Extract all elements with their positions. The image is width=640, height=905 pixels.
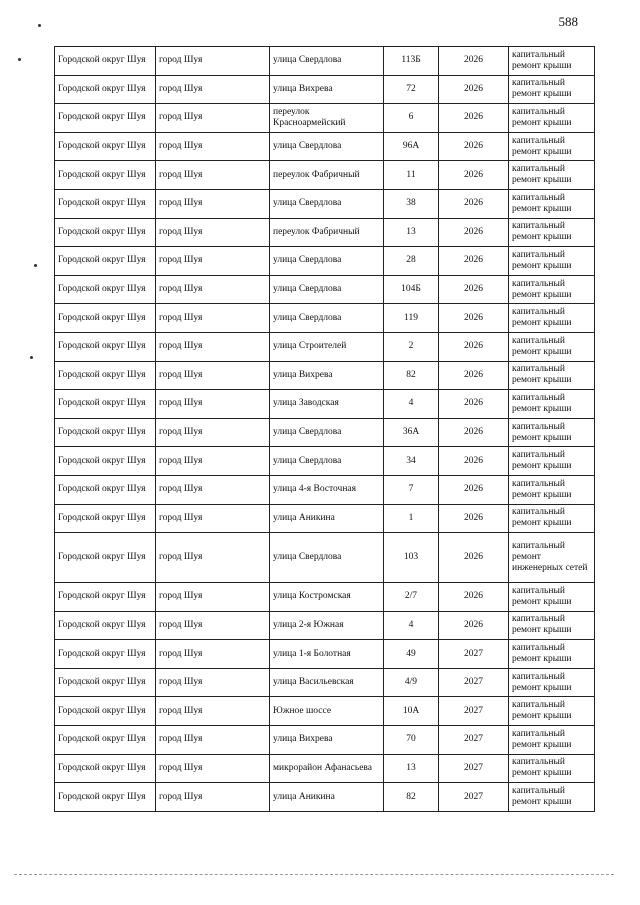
street-cell: улица 1-я Болотная <box>270 640 384 669</box>
house-number-cell: 10А <box>384 697 439 726</box>
district-cell: Городской округ Шуя <box>55 75 156 104</box>
house-number-cell: 6 <box>384 104 439 133</box>
district-cell: Городской округ Шуя <box>55 583 156 612</box>
district-cell: Городской округ Шуя <box>55 697 156 726</box>
work-type-cell: капитальный ремонт крыши <box>509 726 595 755</box>
city-cell: город Шуя <box>156 275 270 304</box>
street-cell: улица Вихрева <box>270 361 384 390</box>
year-cell: 2026 <box>439 304 509 333</box>
table-row <box>55 783 595 812</box>
house-number-cell: 38 <box>384 189 439 218</box>
city-cell: город Шуя <box>156 783 270 812</box>
house-number-cell: 82 <box>384 783 439 812</box>
year-cell: 2026 <box>439 132 509 161</box>
street-cell: улица Свердлова <box>270 247 384 276</box>
work-type-cell: капитальный ремонт крыши <box>509 218 595 247</box>
year-cell: 2027 <box>439 640 509 669</box>
year-cell: 2026 <box>439 275 509 304</box>
street-cell: Южное шоссе <box>270 697 384 726</box>
table-row <box>55 390 595 419</box>
city-cell: город Шуя <box>156 161 270 190</box>
year-cell: 2026 <box>439 189 509 218</box>
city-cell: город Шуя <box>156 504 270 533</box>
scan-dot <box>30 356 33 359</box>
district-cell: Городской округ Шуя <box>55 104 156 133</box>
street-cell: улица Свердлова <box>270 418 384 447</box>
table-row <box>55 504 595 533</box>
housing-repair-table <box>54 46 595 812</box>
city-cell: город Шуя <box>156 189 270 218</box>
table-row <box>55 640 595 669</box>
year-cell: 2026 <box>439 361 509 390</box>
house-number-cell: 4 <box>384 611 439 640</box>
work-type-cell: капитальный ремонт крыши <box>509 189 595 218</box>
table-row <box>55 418 595 447</box>
house-number-cell: 28 <box>384 247 439 276</box>
house-number-cell: 2 <box>384 332 439 361</box>
work-type-cell: капитальный ремонт крыши <box>509 361 595 390</box>
district-cell: Городской округ Шуя <box>55 390 156 419</box>
house-number-cell: 13 <box>384 218 439 247</box>
table-row <box>55 247 595 276</box>
street-cell: переулок Фабричный <box>270 218 384 247</box>
work-type-cell: капитальный ремонт инженерных сетей <box>509 533 595 583</box>
street-cell: улица Свердлова <box>270 275 384 304</box>
work-type-cell: капитальный ремонт крыши <box>509 583 595 612</box>
district-cell: Городской округ Шуя <box>55 304 156 333</box>
table-row <box>55 361 595 390</box>
city-cell: город Шуя <box>156 754 270 783</box>
city-cell: город Шуя <box>156 640 270 669</box>
year-cell: 2027 <box>439 726 509 755</box>
scan-dot <box>38 24 41 27</box>
street-cell: микрорайон Афанасьева <box>270 754 384 783</box>
house-number-cell: 11 <box>384 161 439 190</box>
city-cell: город Шуя <box>156 447 270 476</box>
year-cell: 2026 <box>439 611 509 640</box>
district-cell: Городской округ Шуя <box>55 332 156 361</box>
city-cell: город Шуя <box>156 132 270 161</box>
table-body <box>55 47 595 812</box>
work-type-cell: капитальный ремонт крыши <box>509 697 595 726</box>
district-cell: Городской округ Шуя <box>55 783 156 812</box>
city-cell: город Шуя <box>156 475 270 504</box>
work-type-cell: капитальный ремонт крыши <box>509 418 595 447</box>
city-cell: город Шуя <box>156 668 270 697</box>
work-type-cell: капитальный ремонт крыши <box>509 132 595 161</box>
year-cell: 2026 <box>439 332 509 361</box>
work-type-cell: капитальный ремонт крыши <box>509 390 595 419</box>
district-cell: Городской округ Шуя <box>55 132 156 161</box>
house-number-cell: 4 <box>384 390 439 419</box>
district-cell: Городской округ Шуя <box>55 668 156 697</box>
district-cell: Городской округ Шуя <box>55 475 156 504</box>
city-cell: город Шуя <box>156 583 270 612</box>
work-type-cell: капитальный ремонт крыши <box>509 247 595 276</box>
house-number-cell: 113Б <box>384 47 439 76</box>
table-row <box>55 726 595 755</box>
table-row <box>55 161 595 190</box>
work-type-cell: капитальный ремонт крыши <box>509 447 595 476</box>
table-row <box>55 304 595 333</box>
street-cell: улица Строителей <box>270 332 384 361</box>
year-cell: 2027 <box>439 697 509 726</box>
work-type-cell: капитальный ремонт крыши <box>509 332 595 361</box>
street-cell: улица Вихрева <box>270 726 384 755</box>
house-number-cell: 36А <box>384 418 439 447</box>
house-number-cell: 2/7 <box>384 583 439 612</box>
year-cell: 2026 <box>439 583 509 612</box>
year-cell: 2026 <box>439 533 509 583</box>
street-cell: улица Свердлова <box>270 132 384 161</box>
table-row <box>55 218 595 247</box>
city-cell: город Шуя <box>156 611 270 640</box>
table-row <box>55 189 595 218</box>
table-row <box>55 533 595 583</box>
house-number-cell: 7 <box>384 475 439 504</box>
work-type-cell: капитальный ремонт крыши <box>509 161 595 190</box>
table-row <box>55 75 595 104</box>
work-type-cell: капитальный ремонт крыши <box>509 47 595 76</box>
district-cell: Городской округ Шуя <box>55 275 156 304</box>
year-cell: 2027 <box>439 668 509 697</box>
house-number-cell: 104Б <box>384 275 439 304</box>
table-row <box>55 275 595 304</box>
table-row <box>55 132 595 161</box>
house-number-cell: 34 <box>384 447 439 476</box>
work-type-cell: капитальный ремонт крыши <box>509 611 595 640</box>
table-row <box>55 611 595 640</box>
house-number-cell: 72 <box>384 75 439 104</box>
district-cell: Городской округ Шуя <box>55 533 156 583</box>
street-cell: улица 4-я Восточная <box>270 475 384 504</box>
work-type-cell: капитальный ремонт крыши <box>509 104 595 133</box>
house-number-cell: 1 <box>384 504 439 533</box>
year-cell: 2027 <box>439 783 509 812</box>
district-cell: Городской округ Шуя <box>55 247 156 276</box>
street-cell: переулок Красноармейский <box>270 104 384 133</box>
street-cell: улица Свердлова <box>270 47 384 76</box>
scan-artifact-line <box>14 874 614 875</box>
district-cell: Городской округ Шуя <box>55 189 156 218</box>
work-type-cell: капитальный ремонт крыши <box>509 504 595 533</box>
table-row <box>55 332 595 361</box>
work-type-cell: капитальный ремонт крыши <box>509 640 595 669</box>
district-cell: Городской округ Шуя <box>55 218 156 247</box>
work-type-cell: капитальный ремонт крыши <box>509 275 595 304</box>
street-cell: улица Вихрева <box>270 75 384 104</box>
district-cell: Городской округ Шуя <box>55 47 156 76</box>
district-cell: Городской округ Шуя <box>55 447 156 476</box>
city-cell: город Шуя <box>156 361 270 390</box>
district-cell: Городской округ Шуя <box>55 361 156 390</box>
work-type-cell: капитальный ремонт крыши <box>509 75 595 104</box>
city-cell: город Шуя <box>156 390 270 419</box>
house-number-cell: 49 <box>384 640 439 669</box>
year-cell: 2026 <box>439 75 509 104</box>
work-type-cell: капитальный ремонт крыши <box>509 783 595 812</box>
year-cell: 2026 <box>439 475 509 504</box>
street-cell: улица Аникина <box>270 783 384 812</box>
scan-dot <box>18 58 21 61</box>
district-cell: Городской округ Шуя <box>55 726 156 755</box>
year-cell: 2026 <box>439 418 509 447</box>
city-cell: город Шуя <box>156 218 270 247</box>
street-cell: улица Свердлова <box>270 189 384 218</box>
table-row <box>55 104 595 133</box>
table-row <box>55 47 595 76</box>
city-cell: город Шуя <box>156 75 270 104</box>
street-cell: переулок Фабричный <box>270 161 384 190</box>
table-row <box>55 754 595 783</box>
district-cell: Городской округ Шуя <box>55 754 156 783</box>
district-cell: Городской округ Шуя <box>55 504 156 533</box>
city-cell: город Шуя <box>156 332 270 361</box>
year-cell: 2027 <box>439 754 509 783</box>
house-number-cell: 119 <box>384 304 439 333</box>
house-number-cell: 70 <box>384 726 439 755</box>
city-cell: город Шуя <box>156 304 270 333</box>
street-cell: улица Свердлова <box>270 447 384 476</box>
district-cell: Городской округ Шуя <box>55 418 156 447</box>
street-cell: улица 2-я Южная <box>270 611 384 640</box>
work-type-cell: капитальный ремонт крыши <box>509 304 595 333</box>
street-cell: улица Заводская <box>270 390 384 419</box>
city-cell: город Шуя <box>156 726 270 755</box>
year-cell: 2026 <box>439 104 509 133</box>
table-row <box>55 583 595 612</box>
work-type-cell: капитальный ремонт крыши <box>509 475 595 504</box>
year-cell: 2026 <box>439 390 509 419</box>
year-cell: 2026 <box>439 247 509 276</box>
work-type-cell: капитальный ремонт крыши <box>509 754 595 783</box>
year-cell: 2026 <box>439 161 509 190</box>
city-cell: город Шуя <box>156 418 270 447</box>
street-cell: улица Костромская <box>270 583 384 612</box>
year-cell: 2026 <box>439 47 509 76</box>
city-cell: город Шуя <box>156 47 270 76</box>
year-cell: 2026 <box>439 504 509 533</box>
house-number-cell: 82 <box>384 361 439 390</box>
city-cell: город Шуя <box>156 247 270 276</box>
city-cell: город Шуя <box>156 104 270 133</box>
house-number-cell: 96А <box>384 132 439 161</box>
district-cell: Городской округ Шуя <box>55 161 156 190</box>
work-type-cell: капитальный ремонт крыши <box>509 668 595 697</box>
street-cell: улица Свердлова <box>270 304 384 333</box>
table-row <box>55 447 595 476</box>
street-cell: улица Васильевская <box>270 668 384 697</box>
city-cell: город Шуя <box>156 697 270 726</box>
district-cell: Городской округ Шуя <box>55 611 156 640</box>
year-cell: 2026 <box>439 447 509 476</box>
table-row <box>55 475 595 504</box>
district-cell: Городской округ Шуя <box>55 640 156 669</box>
table-row <box>55 697 595 726</box>
city-cell: город Шуя <box>156 533 270 583</box>
page-number: 588 <box>558 14 578 29</box>
house-number-cell: 13 <box>384 754 439 783</box>
house-number-cell: 4/9 <box>384 668 439 697</box>
year-cell: 2026 <box>439 218 509 247</box>
table-row <box>55 668 595 697</box>
street-cell: улица Свердлова <box>270 533 384 583</box>
street-cell: улица Аникина <box>270 504 384 533</box>
scan-dot <box>34 264 37 267</box>
house-number-cell: 103 <box>384 533 439 583</box>
